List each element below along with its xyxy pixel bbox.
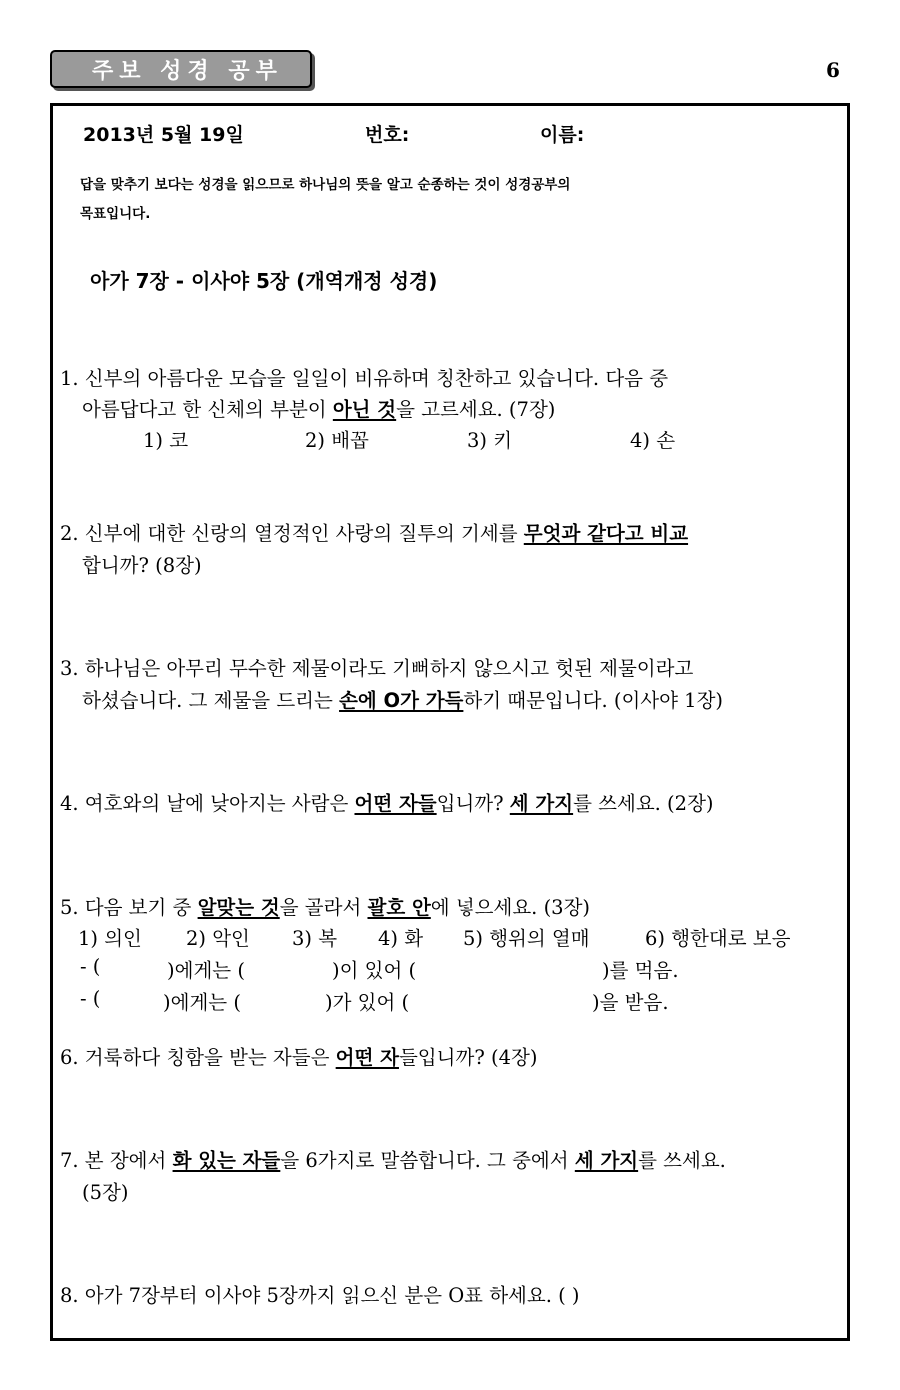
q4-emphasis-1: 어떤 자들 [354,792,437,815]
q5-row-2-a: - ( [80,987,101,1010]
q4-text-mid: 입니까? [436,792,510,815]
q7-emphasis-2: 세 가지 [574,1149,639,1172]
q6-line [60,1042,537,1070]
q1-option-3: 3) 키 [467,429,513,452]
q5-row-2-c: )가 있어 ( [325,991,410,1014]
q4-text: 4. 여호와의 날에 낮아지는 사람은 [60,792,355,815]
lesson-title: 아가 7장 - 이사야 5장 (개역개정 성경) [90,269,438,293]
q4-line [60,788,714,816]
q5-option-6: 6) 행한대로 보응 [645,927,791,950]
q2-line-2: 합니까? (8장) [82,554,202,577]
q6-text-end: 들입니까? (4장) [398,1046,538,1069]
q1-option-1: 1) 코 [143,429,189,452]
intro-line-1: 답을 맞추기 보다는 성경을 읽으므로 하나님의 뜻을 알고 순종하는 것이 성경공부의 [80,177,571,193]
q5-row-1-b: )에게는 ( [167,959,245,982]
name-label: 이름: [540,124,585,146]
q5-option-4: 4) 화 [378,927,424,950]
q4-emphasis-2: 세 가지 [509,792,574,815]
q5-text-mid: 을 골라서 [279,896,368,919]
section-header [50,50,312,88]
q5-text: 5. 다음 보기 중 [60,896,198,919]
section-header-label: 주보 성경 공부 [92,58,283,84]
q3-text: 하셨습니다. 그 제물을 드리는 [82,689,340,712]
q1-option-4: 4) 손 [630,429,676,452]
q3-text-end: 하기 때문입니다. (이사야 1장) [463,689,724,712]
q5-option-2: 2) 악인 [186,927,250,950]
q5-row-2-b: )에게는 ( [163,991,241,1014]
q5-emphasis-2: 괄호 안 [367,896,431,919]
q3-emphasis: 손에 O가 가득 [339,689,464,712]
q1-line-2 [82,394,555,422]
number-label: 번호: [365,124,410,146]
q5-row-1-d: )를 먹음. [602,959,679,982]
q4-text-end: 를 쓰세요. (2장) [573,792,714,815]
q3-line-1: 3. 하나님은 아무리 무수한 제물이라도 기뻐하지 않으시고 헛된 제물이라고 [60,657,694,680]
page-number: 6 [826,58,840,82]
q5-row-1-c: )이 있어 ( [332,959,417,982]
q2-line-1 [60,518,688,546]
q1-text-end: 을 고르세요. (7장) [396,398,556,421]
q5-text-end: 에 넣으세요. (3장) [430,896,591,919]
q5-row-1-a: - ( [80,955,101,978]
q5-line [60,892,590,920]
q7-text-end: 를 쓰세요. [638,1149,726,1172]
q7-emphasis-1: 화 있는 자들 [172,1149,281,1172]
q6-text: 6. 거룩하다 칭함을 받는 자들은 [60,1046,336,1069]
q5-emphasis-1: 알맞는 것 [197,896,280,919]
q1-emphasis: 아닌 것 [332,398,397,421]
q2-emphasis: 무엇과 같다고 비교 [523,522,689,545]
q7-line-1 [60,1145,726,1173]
q1-line-1: 1. 신부의 아름다운 모습을 일일이 비유하며 칭찬하고 있습니다. 다음 중 [60,367,669,390]
q8-line: 8. 아가 7장부터 이사야 5장까지 읽으신 분은 O표 하세요. ( ) [60,1284,580,1307]
q5-row-2-d: )을 받음. [592,991,669,1014]
date: 2013년 5월 19일 [83,124,244,146]
q5-option-3: 3) 복 [292,927,338,950]
q7-text-mid: 을 6가지로 말씀합니다. 그 중에서 [280,1149,575,1172]
q2-text: 2. 신부에 대한 신랑의 열정적인 사랑의 질투의 기세를 [60,522,524,545]
q6-emphasis: 어떤 자 [335,1046,399,1069]
intro-line-2: 목표입니다. [80,206,151,222]
q1-text: 아름답다고 한 신체의 부분이 [82,398,333,421]
q3-line-2 [82,685,723,713]
q7-line-2: (5장) [82,1181,129,1204]
q7-text: 7. 본 장에서 [60,1149,173,1172]
q1-option-2: 2) 배꼽 [305,429,369,452]
q5-option-1: 1) 의인 [78,927,142,950]
q5-option-5: 5) 행위의 열매 [463,927,590,950]
